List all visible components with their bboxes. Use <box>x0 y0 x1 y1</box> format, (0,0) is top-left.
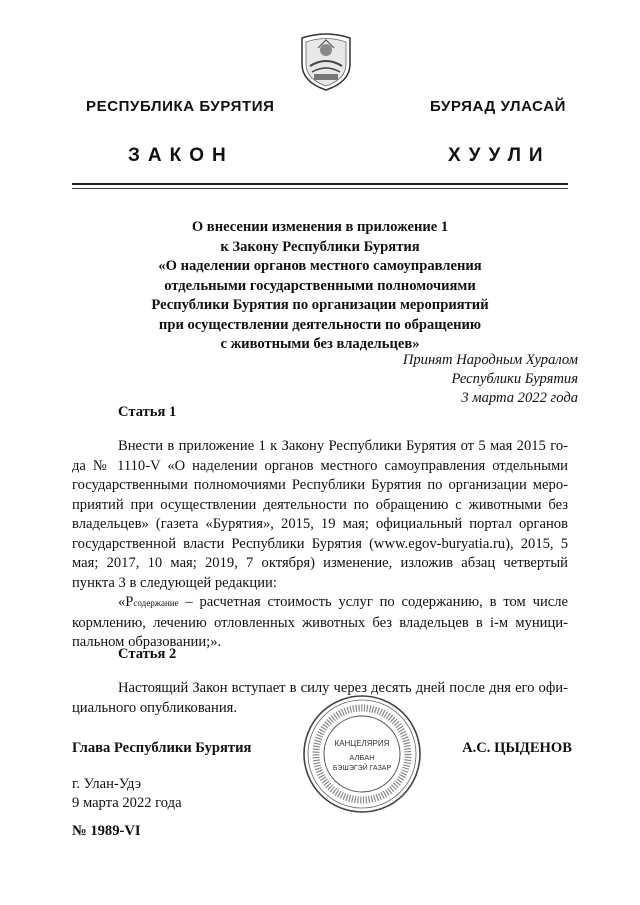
official-seal-icon <box>300 692 424 816</box>
adoption-line: Республики Бурятия <box>451 371 578 387</box>
title-line: «О наделении органов местного самоуправления <box>158 258 482 274</box>
signatory-name: А.С. ЦЫДЕНОВ <box>462 740 572 756</box>
article-1-body <box>72 437 568 653</box>
article-2-heading: Статья 2 <box>118 646 177 662</box>
article-1-heading: Статья 1 <box>118 404 177 420</box>
title-line: с животными без владельцев» <box>220 336 420 352</box>
article-1-paragraph: Внести в приложение 1 к Закону Республики Бурятия от 5 мая 2015 года № 1110-V «О наделении органов местного самоуправления отдельными государственными полномочиями Республики Бурятия по организации мероприятий при осуществлении деятельности по обращению с животными без владельцев» (газета «Бурятия», 2015, 19 мая; официальный портал органов государственной власти Республики Бурятия (www.egov-buryatia.ru), 2015, 5 мая; 2017, 10 мая; 2019, 7 октября) изменение, изложив абзац четвертый пункта 3 в следующей редакции: <box>72 438 568 591</box>
article-2-paragraph: Настоящий Закон вступает в силу через десять дней после дня его официального опубликования. <box>72 680 568 716</box>
title-line: Республики Бурятия по организации мероприятий <box>151 297 489 313</box>
header-divider-thin <box>72 188 568 189</box>
title-line: к Закону Республики Бурятия <box>220 238 420 255</box>
signatory-position: Глава Республики Бурятия <box>72 740 252 756</box>
law-label-bua: ХУУЛИ <box>448 145 551 166</box>
republic-name-bua: БУРЯАД УЛАСАЙ <box>430 98 567 115</box>
adoption-note <box>403 351 578 408</box>
place-and-date <box>72 775 182 813</box>
header-divider-thick <box>72 183 568 185</box>
quote-subscript: содержание <box>133 598 179 608</box>
law-label-ru: ЗАКОН <box>128 145 234 166</box>
title-line: О внесении изменения в приложение 1 <box>191 219 449 235</box>
law-number: № 1989-VI <box>72 823 141 839</box>
sign-date: 9 марта 2022 года <box>72 795 182 811</box>
article-1-quote <box>72 593 568 653</box>
coat-of-arms-icon <box>296 30 356 92</box>
seal-text-line: БЭШЭГЭЙ ГАЗАР <box>332 765 392 772</box>
law-title <box>110 218 530 355</box>
republic-name-ru: РЕСПУБЛИКА БУРЯТИЯ <box>86 98 275 115</box>
adoption-line: 3 марта 2022 года <box>461 390 578 406</box>
title-line: отдельными государственными полномочиями <box>164 277 476 294</box>
title-line: при осуществлении деятельности по обращению <box>158 316 482 333</box>
quote-rest: – расчетная стоимость услуг по содержанию, в том числе кормлению, лечению отловленных животных без владельцев в i-м муниципальном образовании;». <box>72 594 568 650</box>
seal-text-line: КАНЦЕЛЯРИЯ <box>334 739 390 748</box>
seal-text-line: АЛБАН <box>349 753 375 762</box>
adoption-line: Принят Народным Хуралом <box>402 352 578 368</box>
city: г. Улан-Удэ <box>72 776 142 792</box>
quote-open: «P <box>118 594 134 610</box>
